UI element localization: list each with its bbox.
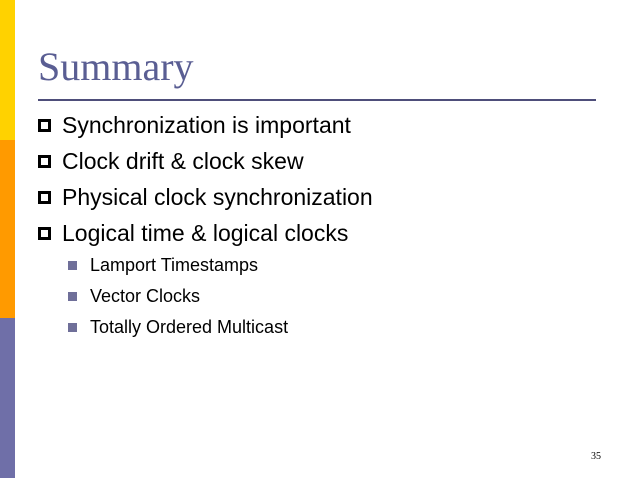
- page-number: 35: [591, 451, 601, 462]
- bullet-text: Logical time & logical clocks: [62, 220, 349, 246]
- hollow-square-bullet-icon: [38, 155, 51, 168]
- filled-square-bullet-icon: [68, 292, 77, 301]
- sub-bullet-text: Vector Clocks: [90, 286, 201, 306]
- sub-bullet-item: [68, 252, 258, 278]
- bullet-item: [38, 144, 304, 178]
- sub-bullet-text: Lamport Timestamps: [90, 255, 259, 275]
- sub-bullet-item: [68, 283, 200, 309]
- bullet-item: [38, 180, 373, 214]
- sidebar-accent-yellow: [0, 0, 15, 140]
- bullet-text: Synchronization is important: [62, 112, 351, 138]
- sub-bullet-text: Totally Ordered Multicast: [90, 317, 289, 337]
- sub-bullet-item: [68, 314, 288, 340]
- filled-square-bullet-icon: [68, 323, 77, 332]
- bullet-text: Physical clock synchronization: [62, 184, 373, 210]
- filled-square-bullet-icon: [68, 261, 77, 270]
- sidebar-accent-purple: [0, 318, 15, 478]
- hollow-square-bullet-icon: [38, 119, 51, 132]
- title-divider: [38, 99, 596, 101]
- sidebar-accent-orange: [0, 140, 15, 318]
- bullet-item: [38, 108, 351, 142]
- hollow-square-bullet-icon: [38, 227, 51, 240]
- bullet-item: [38, 216, 348, 250]
- slide-title: Summary: [38, 44, 194, 89]
- hollow-square-bullet-icon: [38, 191, 51, 204]
- bullet-text: Clock drift & clock skew: [62, 148, 304, 174]
